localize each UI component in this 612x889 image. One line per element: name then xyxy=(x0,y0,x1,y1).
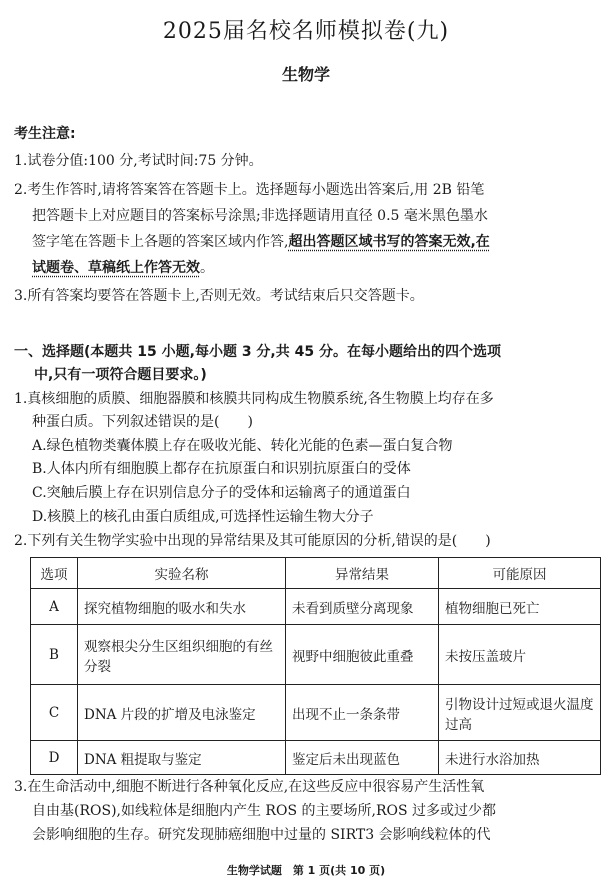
table-row xyxy=(31,741,601,775)
q2-stem: 2.下列有关生物学实验中出现的异常结果及其可能原因的分析,错误的是( ) xyxy=(14,533,491,549)
q2-cell: 未看到质壁分离现象 xyxy=(286,589,439,625)
q2-cell: 观察根尖分生区组织细胞的有丝分裂 xyxy=(78,625,286,685)
q2-cell: D xyxy=(31,741,78,775)
notice-heading: 考生注意: xyxy=(14,126,76,142)
notice-item-2-emphasis-1: 超出答题区域书写的答案无效,在 xyxy=(288,234,490,250)
exam-title: 2025届名校名师模拟卷(九) xyxy=(162,19,450,44)
notice-item-2-emphasis-2: 试题卷、草稿纸上作答无效 xyxy=(32,260,200,276)
q3-line-2: 自由基(ROS),如线粒体是细胞内产生 ROS 的主要场所,ROS 过多或过少都 xyxy=(32,803,497,819)
notice-item-2-line-2: 把答题卡上对应题目的答案标号涂黑;非选择题请用直径 0.5 毫米黑色墨水 xyxy=(32,208,488,224)
q2-header-result: 异常结果 xyxy=(286,558,439,589)
q1-option-d: D.核膜上的核孔由蛋白质组成,可选择性运输生物大分子 xyxy=(32,509,374,525)
q2-cell: DNA 片段的扩增及电泳鉴定 xyxy=(78,685,286,741)
table-row xyxy=(31,625,601,685)
q1-stem-line-2: 种蛋白质。下列叙述错误的是( ) xyxy=(32,414,253,430)
q2-cell: 未进行水浴加热 xyxy=(439,741,601,775)
q2-header-cause: 可能原因 xyxy=(439,558,601,589)
q1-option-a: A.绿色植物类囊体膜上存在吸收光能、转化光能的色素—蛋白复合物 xyxy=(32,438,453,454)
q2-cell: C xyxy=(31,685,78,741)
table-row xyxy=(31,589,601,625)
q2-cell: 探究植物细胞的吸水和失水 xyxy=(78,589,286,625)
q2-cell: DNA 粗提取与鉴定 xyxy=(78,741,286,775)
q2-cell: 植物细胞已死亡 xyxy=(439,589,601,625)
subject-title: 生物学 xyxy=(281,65,330,84)
q2-table-header-row xyxy=(31,558,601,589)
table-row xyxy=(31,685,601,741)
notice-item-2-line-3 xyxy=(32,232,612,252)
notice-item-1: 1.试卷分值:100 分,考试时间:75 分钟。 xyxy=(14,153,263,169)
q2-cell: 出现不止一条条带 xyxy=(286,685,439,741)
notice-item-2-line-4 xyxy=(32,258,612,278)
notice-item-3: 3.所有答案均要答在答题卡上,否则无效。考试结束后只交答题卡。 xyxy=(14,288,424,304)
q2-cell: B xyxy=(31,625,78,685)
q2-cell: 视野中细胞彼此重叠 xyxy=(286,625,439,685)
q2-table xyxy=(30,557,601,775)
q2-header-option: 选项 xyxy=(31,558,78,589)
q3-line-3: 会影响细胞的生存。研究发现肺癌细胞中过量的 SIRT3 会影响线粒体的代 xyxy=(32,827,491,843)
page-footer: 生物学试题 第 1 页(共 10 页) xyxy=(226,864,386,877)
q1-option-c: C.突触后膜上存在识别信息分子的受体和运输离子的通道蛋白 xyxy=(32,485,411,501)
notice-item-2-line-1: 2.考生作答时,请将答案答在答题卡上。选择题每小题选出答案后,用 2B 铅笔 xyxy=(14,182,485,198)
q3-line-1: 3.在生命活动中,细胞不断进行各种氧化反应,在这些反应中很容易产生活性氧 xyxy=(14,779,485,795)
section-1-heading-line-2: 中,只有一项符合题目要求。) xyxy=(34,367,207,383)
q2-cell: 未按压盖玻片 xyxy=(439,625,601,685)
notice-item-2-line-4-end: 。 xyxy=(200,260,214,276)
q1-stem-line-1: 1.真核细胞的质膜、细胞器膜和核膜共同构成生物膜系统,各生物膜上均存在多 xyxy=(14,391,494,407)
q2-header-experiment: 实验名称 xyxy=(78,558,286,589)
q1-option-b: B.人体内所有细胞膜上都存在抗原蛋白和识别抗原蛋白的受体 xyxy=(32,461,411,477)
section-1-heading-line-1: 一、选择题(本题共 15 小题,每小题 3 分,共 45 分。在每小题给出的四个选项 xyxy=(14,344,501,360)
q2-cell: 鉴定后未出现蓝色 xyxy=(286,741,439,775)
q2-cell: A xyxy=(31,589,78,625)
q2-cell: 引物设计过短或退火温度过高 xyxy=(439,685,601,741)
notice-item-2-line-3-text: 签字笔在答题卡上各题的答案区域内作答, xyxy=(32,234,289,250)
